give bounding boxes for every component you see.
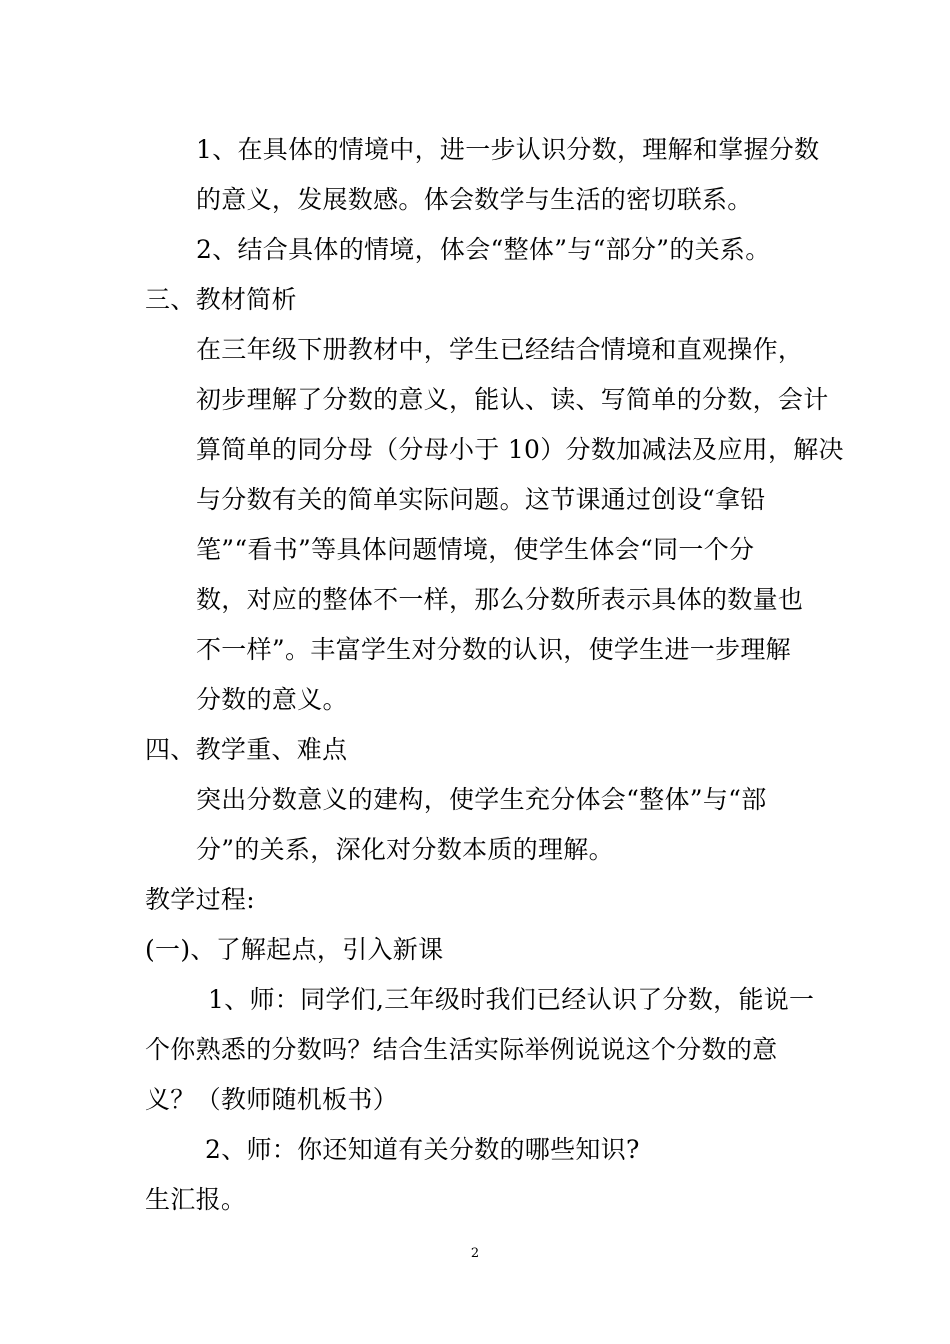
page-number: 2 — [470, 1246, 480, 1261]
textbook-analysis-line-7: 不一样”。丰富学生对分数的认识，使学生进一步理解 — [196, 635, 791, 664]
key-points-line-1: 突出分数意义的建构，使学生充分体会“整体”与“部 — [196, 785, 767, 814]
textbook-analysis-line-2: 初步理解了分数的意义，能认、读、写简单的分数，会计 — [196, 385, 829, 414]
objective-line-2: 的意义，发展数感。体会数学与生活的密切联系。 — [196, 185, 753, 214]
objective-line-1: 1、在具体的情境中，进一步认识分数，理解和掌握分数 — [196, 135, 820, 164]
textbook-analysis-line-1: 在三年级下册教材中，学生已经结合情境和直观操作， — [196, 335, 804, 364]
process-item-1-line-1: 1、师：同学们,三年级时我们已经认识了分数，能说一 — [208, 985, 815, 1014]
section-heading-key-points: 四、教学重、难点 — [145, 735, 348, 764]
section-heading-textbook-analysis: 三、教材简析 — [145, 285, 297, 314]
teaching-process-subheading: (一)、了解起点，引入新课 — [145, 935, 444, 964]
process-item-3: 生汇报。 — [145, 1185, 247, 1214]
process-item-1-line-3: 义？（教师随机板书） — [145, 1085, 399, 1114]
textbook-analysis-line-4: 与分数有关的简单实际问题。这节课通过创设“拿铅 — [196, 485, 766, 514]
key-points-line-2: 分”的关系，深化对分数本质的理解。 — [196, 835, 614, 864]
textbook-analysis-line-6: 数，对应的整体不一样，那么分数所表示具体的数量也 — [196, 585, 804, 614]
process-item-1-line-2: 个你熟悉的分数吗？结合生活实际举例说说这个分数的意 — [145, 1035, 778, 1064]
textbook-analysis-line-5: 笔”“看书”等具体问题情境，使学生体会“同一个分 — [196, 535, 755, 564]
teaching-process-heading: 教学过程: — [145, 885, 255, 914]
process-item-2: 2、师：你还知道有关分数的哪些知识? — [205, 1135, 640, 1164]
textbook-analysis-line-8: 分数的意义。 — [196, 685, 348, 714]
objective-line-3: 2、结合具体的情境，体会“整体”与“部分”的关系。 — [196, 235, 771, 264]
textbook-analysis-line-3: 算简单的同分母（分母小于 10）分数加减法及应用，解决 — [196, 435, 844, 464]
